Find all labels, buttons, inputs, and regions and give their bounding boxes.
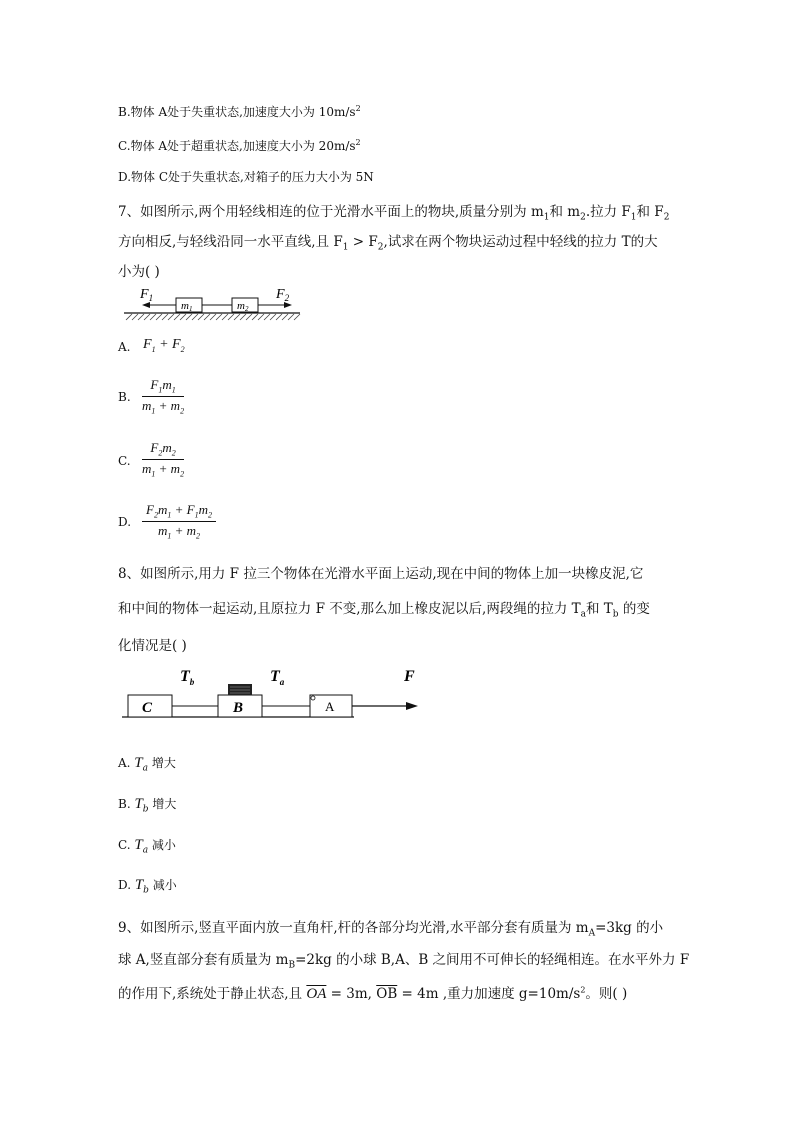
option-7d: D. [118,515,132,529]
label-ta: $T_a$ [270,668,285,687]
q8-stem-line3: 化情况是( ) [118,638,187,654]
q9-stem-line3: 的作用下,系统处于静止状态,且 $\overline{OA} = 3m$, $\overline{OB} = 4m$ ,重力加速度 $g=10m/s^2$。则( ) [118,985,628,1002]
option-8d: D. $T_b$ 减小 [118,877,177,896]
option-6d: D.物体 C处于失重状态,对箱子的压力大小为 5N [118,170,374,184]
option-8b: B. $T_b$ 增大 [118,796,177,815]
option-8a: A. $T_a$ 增大 [118,755,176,774]
q7-diagram [118,282,308,326]
option-7c-formula: $\frac{F_2m_2}{m_1 + m_2}$ [142,440,185,479]
q8-diagram [118,662,428,724]
q9-stem-line1: 9、如图所示,竖直平面内放一直角杆,杆的各部分均光滑,水平部分套有质量为 $m_A=3kg$ 的小 [118,920,664,939]
label-m2: m2 [237,300,249,313]
label-c: C [142,700,153,716]
option-7b: B. [118,390,131,404]
label-tb: $T_b$ [180,668,195,687]
option-7c: C. [118,454,131,468]
label-b: B [233,700,244,716]
q8-stem-line2: 和中间的物体一起运动,且原拉力 F 不变,那么加上橡皮泥以后,两段绳的拉力 $T_a$和 $T_b$ 的变 [118,601,650,620]
q8-stem-line1: 8、如图所示,用力 F 拉三个物体在光滑水平面上运动,现在中间的物体上加一块橡皮泥,它 [118,566,644,582]
ground-surface [124,313,300,320]
option-7a-formula: $F_1 + F_2$ [143,337,185,354]
q7-stem-line2: 方向相反,与轻线沿同一水平直线,且 $F_1 > F_2$,试求在两个物块运动过程中轻线的拉力 T的大 [118,234,658,253]
q7-stem-line3: 小为( ) [118,264,160,280]
option-8c: C. $T_a$ 减小 [118,837,176,856]
option-7a: A. [118,340,131,354]
option-7d-formula: $\frac{F_2m_1 + F_1m_2}{m_1 + m_2}$ [142,502,216,540]
label-f2: $F_2$ [276,287,290,303]
label-f1: $F_1$ [140,287,154,303]
label-f: F [404,668,415,685]
option-6b: B.物体 A处于失重状态,加速度大小为 $10m/s^2$ [118,104,361,119]
q7-stem-line1: 7、如图所示,两个用轻线相连的位于光滑水平面上的物块,质量分别为 $m_1$和 $m_2$.拉力 $F_1$和 $F_2$ [118,204,670,223]
option-6c: C.物体 A处于超重状态,加速度大小为 $20m/s^2$ [118,138,361,153]
q9-stem-line2: 球 A,竖直部分套有质量为 $m_B=2kg$ 的小球 B,A、B 之间用不可伸长的轻绳相连。在水平外力 F [118,952,690,971]
label-m1: m1 [181,300,193,313]
label-a: A [325,699,335,714]
putty-lump [228,684,252,695]
option-7b-formula: $\frac{F_1m_1}{m_1 + m_2}$ [142,377,185,416]
